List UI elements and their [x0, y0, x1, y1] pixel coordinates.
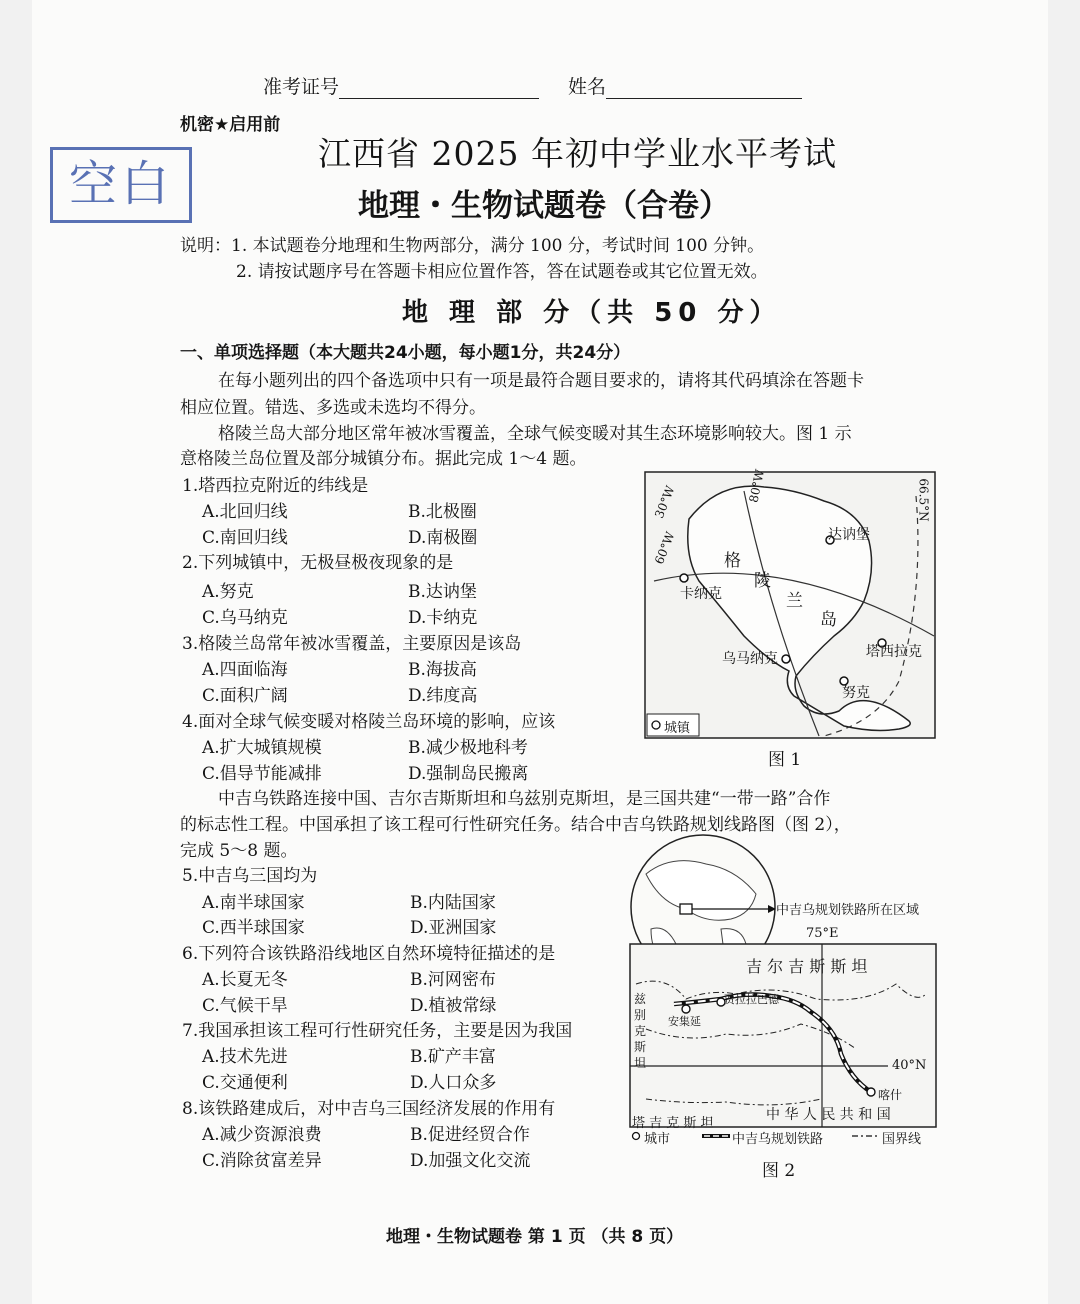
option-c: C.乌马纳克 — [202, 608, 288, 628]
question-stem: 2.下列城镇中，无极昼极夜现象的是 — [182, 553, 454, 573]
option-c: C.消除贫富差异 — [202, 1151, 322, 1171]
instruction-1: 说明：1. 本试题卷分地理和生物两部分，满分 100 分，考试时间 100 分钟。 — [180, 236, 765, 256]
country-uzbekistan-4: 斯 — [634, 1040, 647, 1054]
question-stem: 6.下列符合该铁路沿线地区自然环境特征描述的是 — [182, 944, 556, 964]
exam-id-field — [263, 72, 539, 99]
town-uummannaq: 乌马纳克 — [722, 651, 778, 667]
label-75e: 75°E — [806, 926, 839, 941]
option-b: B.促进经贸合作 — [410, 1125, 530, 1145]
exam-title: 江西省 2025 年初中学业水平考试 — [318, 134, 837, 173]
town-danaborg: 达讷堡 — [828, 527, 870, 543]
city-jalalabad: 贾拉拉巴德 — [724, 993, 779, 1006]
label-66-5n: 66.5°N — [916, 478, 931, 522]
figure-2-railway-map — [626, 834, 940, 1152]
option-b: B.减少极地科考 — [408, 738, 528, 758]
secret-label: 机密★启用前 — [180, 115, 281, 135]
figure-1-caption: 图 1 — [768, 750, 802, 770]
option-d: D.卡纳克 — [408, 608, 478, 628]
option-c: C.面积广阔 — [202, 686, 288, 706]
option-d: D.人口众多 — [410, 1073, 497, 1093]
figure-1-greenland-map — [644, 468, 936, 739]
option-c: C.交通便利 — [202, 1073, 288, 1093]
question-stem: 5.中吉乌三国均为 — [182, 866, 318, 886]
option-a: A.技术先进 — [202, 1047, 288, 1067]
town-dot-qaanaaq — [680, 574, 688, 582]
city-andijan: 安集延 — [668, 1015, 701, 1028]
town-dot-uummannaq — [782, 655, 790, 663]
question-stem: 7.我国承担该工程可行性研究任务，主要是因为我国 — [182, 1021, 573, 1041]
region-label: 中吉乌规划铁路所在区域 — [776, 903, 920, 918]
option-d: D.强制岛民搬离 — [408, 764, 529, 784]
option-b: B.河网密布 — [410, 970, 496, 990]
legend-border: 国界线 — [882, 1132, 922, 1147]
island-char-4: 岛 — [820, 610, 837, 630]
question-stem: 1.塔西拉克附近的纬线是 — [182, 476, 369, 496]
instruction-2: 2. 请按试题序号在答题卡相应位置作答，答在试题卷或其它位置无效。 — [236, 262, 768, 282]
island-char-3: 兰 — [786, 591, 803, 611]
passage2-line2: 的标志性工程。中国承担了该工程可行性研究任务。结合中吉乌铁路规划线路图（图 2）， — [180, 815, 851, 835]
country-uzbekistan-5: 坦 — [634, 1056, 647, 1070]
exam-id-blank — [339, 78, 539, 99]
option-c: C.南回归线 — [202, 528, 288, 548]
exam-subtitle: 地理・生物试题卷（合卷） — [358, 188, 730, 224]
question-stem: 8.该铁路建成后，对中吉乌三国经济发展的作用有 — [182, 1099, 556, 1119]
city-kashgar: 喀什 — [878, 1088, 903, 1102]
label-40n: 40°N — [892, 1058, 927, 1073]
blank-stamp: 空白 — [50, 147, 192, 223]
country-china: 中 华 人 民 共 和 国 — [766, 1107, 891, 1123]
country-tajikistan: 塔 吉 克 斯 坦 — [632, 1116, 714, 1131]
option-a: A.北回归线 — [202, 502, 288, 522]
option-a: A.长夏无冬 — [202, 970, 288, 990]
legend-town: 城镇 — [664, 721, 691, 736]
question-stem: 4.面对全球气候变暖对格陵兰岛环境的影响，应该 — [182, 712, 556, 732]
option-c: C.气候干旱 — [202, 996, 288, 1016]
city-dot-kashgar — [867, 1088, 875, 1096]
country-kyrgyzstan: 吉 尔 吉 斯 斯 坦 — [746, 957, 868, 976]
option-d: D.植被常绿 — [410, 996, 497, 1016]
option-b: B.海拔高 — [408, 660, 477, 680]
option-c: C.倡导节能减排 — [202, 764, 322, 784]
option-a: A.减少资源浪费 — [202, 1125, 322, 1145]
part1-heading: 一、单项选择题（本大题共24小题，每小题1分，共24分） — [180, 343, 631, 363]
passage1-line1: 格陵兰岛大部分地区常年被冰雪覆盖，全球气候变暖对其生态环境影响较大。图 1 示 — [218, 424, 852, 444]
figure-2-caption: 图 2 — [762, 1161, 796, 1181]
passage1-line2: 意格陵兰岛位置及部分城镇分布。据此完成 1～4 题。 — [180, 449, 587, 469]
option-a: A.努克 — [202, 582, 254, 602]
exam-id-label: 准考证号 — [263, 76, 340, 98]
question-stem: 3.格陵兰岛常年被冰雪覆盖，主要原因是该岛 — [182, 634, 522, 654]
option-a: A.扩大城镇规模 — [202, 738, 322, 758]
part1-desc-2: 相应位置。错选、多选或未选均不得分。 — [180, 398, 486, 418]
option-a: A.南半球国家 — [202, 893, 305, 913]
option-b: B.矿产丰富 — [410, 1047, 496, 1067]
option-b: B.达讷堡 — [408, 582, 477, 602]
country-uzbekistan-2: 别 — [634, 1008, 647, 1022]
option-d: D.南极圈 — [408, 528, 478, 548]
option-d: D.加强文化交流 — [410, 1151, 531, 1171]
town-nuuk: 努克 — [842, 685, 870, 701]
option-c: C.西半球国家 — [202, 918, 305, 938]
island-char-1: 格 — [724, 551, 741, 571]
name-label: 姓名 — [568, 76, 607, 98]
country-uzbekistan-3: 克 — [634, 1024, 647, 1038]
name-field — [568, 72, 802, 99]
legend-railway: 中吉乌规划铁路 — [732, 1132, 824, 1147]
legend-city: 城市 — [644, 1132, 671, 1147]
name-blank — [606, 78, 802, 99]
city-dot-andijan — [682, 1005, 690, 1013]
part1-desc-1: 在每小题列出的四个备选项中只有一项是最符合题目要求的，请将其代码填涂在答题卡 — [218, 371, 864, 391]
passage2-line1: 中吉乌铁路连接中国、吉尔吉斯斯坦和乌兹别克斯坦，是三国共建“一带一路”合作 — [218, 789, 831, 809]
island-char-2: 陵 — [754, 571, 771, 591]
option-d: D.亚洲国家 — [410, 918, 497, 938]
section-title: 地 理 部 分（共 50 分） — [402, 298, 782, 328]
option-d: D.纬度高 — [408, 686, 478, 706]
town-tasiilaq: 塔西拉克 — [866, 644, 922, 660]
label-30w: 30°W — [652, 483, 678, 521]
option-b: B.内陆国家 — [410, 893, 496, 913]
label-80w: 80°W — [746, 468, 768, 504]
region-marker — [680, 904, 692, 914]
passage2-line3: 完成 5～8 题。 — [180, 841, 298, 861]
town-qaanaaq: 卡纳克 — [680, 586, 722, 602]
option-a: A.四面临海 — [202, 660, 288, 680]
label-60w: 60°W — [652, 529, 678, 567]
option-b: B.北极圈 — [408, 502, 477, 522]
country-uzbekistan-1: 兹 — [634, 992, 647, 1006]
page-footer: 地理・生物试题卷 第 1 页 （共 8 页） — [386, 1227, 684, 1247]
